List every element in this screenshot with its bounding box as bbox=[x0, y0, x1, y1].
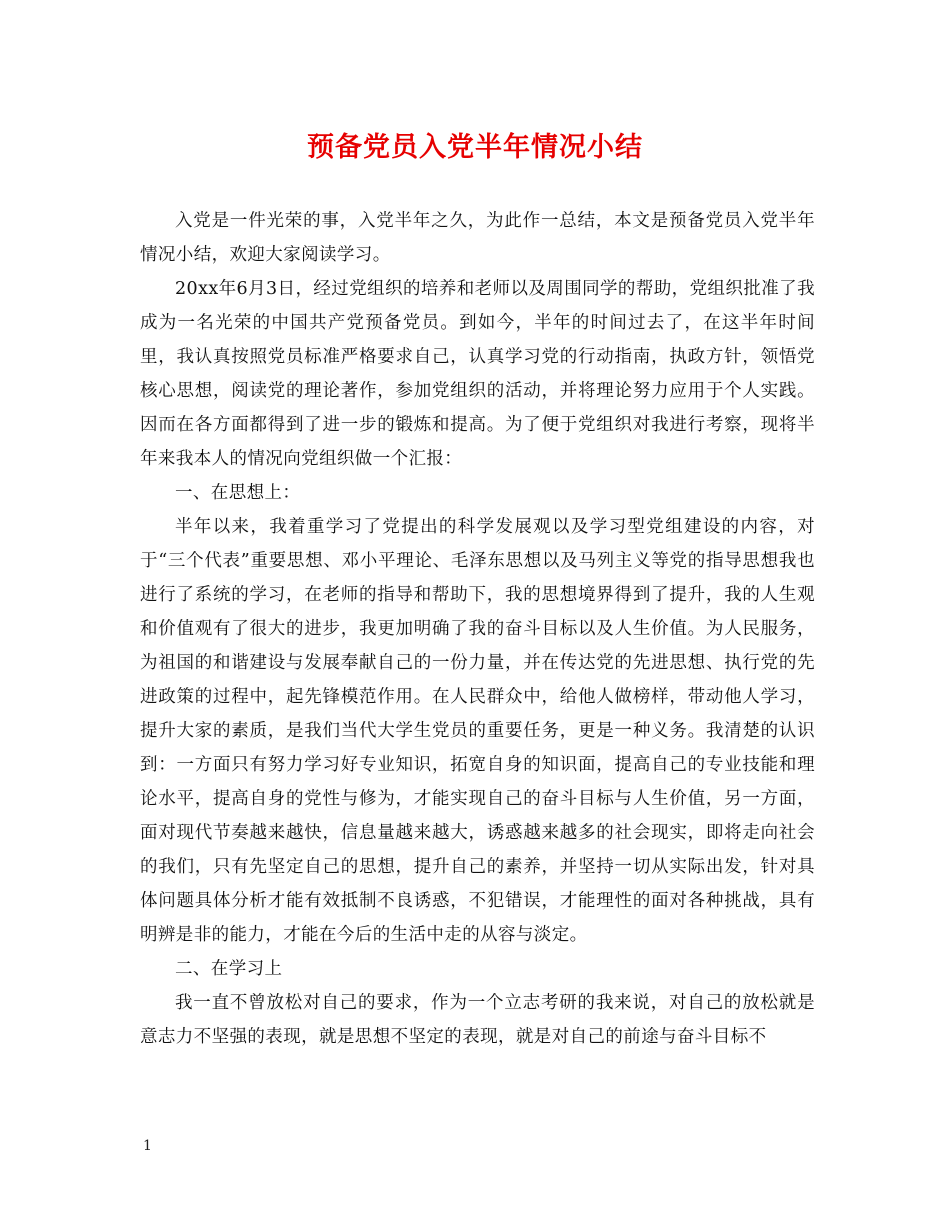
paragraph-overview: 20xx年6月3日，经过党组织的培养和老师以及周围同学的帮助，党组织批准了我成为一名光荣的中国共产党预备党员。到如今，半年的时间过去了，在这半年时间里，我认真按照党员标准严格要求自己，认真学习党的行动指南，执政方针，领悟党核心思想，阅读党的理论著作，参加党组织的活动，并将理论努力应用于个人实践。因而在各方面都得到了进一步的锻炼和提高。为了便于党组织对我进行考察，现将半年来我本人的情况向党组织做一个汇报： bbox=[140, 279, 815, 469]
section-heading-thought: 一、在思想上： bbox=[175, 483, 301, 503]
paragraph-intro: 入党是一件光荣的事，入党半年之久，为此作一总结，本文是预备党员入党半年情况小结，欢迎大家阅读学习。 bbox=[140, 211, 815, 265]
section-heading-study: 二、在学习上 bbox=[175, 959, 283, 979]
page-number: 1 bbox=[143, 1138, 152, 1154]
document-body bbox=[140, 204, 815, 1054]
paragraph-thought: 半年以来，我着重学习了党提出的科学发展观以及学习型党组建设的内容，对于“三个代表”重要思想、邓小平理论、毛泽东思想以及马列主义等党的指导思想我也进行了系统的学习，在老师的指导和帮助下，我的思想境界得到了提升，我的人生观和价值观有了很大的进步，我更加明确了我的奋斗目标以及人生价值。为人民服务，为祖国的和谐建设与发展奉献自己的一份力量，并在传达党的先进思想、执行党的先进政策的过程中，起先锋模范作用。在人民群众中，给他人做榜样，带动他人学习，提升大家的素质，是我们当代大学生党员的重要任务，更是一种义务。我清楚的认识到：一方面只有努力学习好专业知识，拓宽自身的知识面，提高自己的专业技能和理论水平，提高自身的党性与修为，才能实现自己的奋斗目标与人生价值，另一方面，面对现代节奏越来越快，信息量越来越大，诱惑越来越多的社会现实，即将走向社会的我们，只有先坚定自己的思想，提升自己的素养，并坚持一切从实际出发，针对具体问题具体分析才能有效抵制不良诱惑，不犯错误，才能理性的面对各种挑战，具有明辨是非的能力，才能在今后的生活中走的从容与淡定。 bbox=[140, 517, 815, 945]
paragraph-study: 我一直不曾放松对自己的要求，作为一个立志考研的我来说，对自己的放松就是意志力不坚强的表现，就是思想不坚定的表现，就是对自己的前途与奋斗目标不 bbox=[140, 993, 815, 1047]
document-title: 预备党员入党半年情况小结 bbox=[307, 132, 643, 163]
